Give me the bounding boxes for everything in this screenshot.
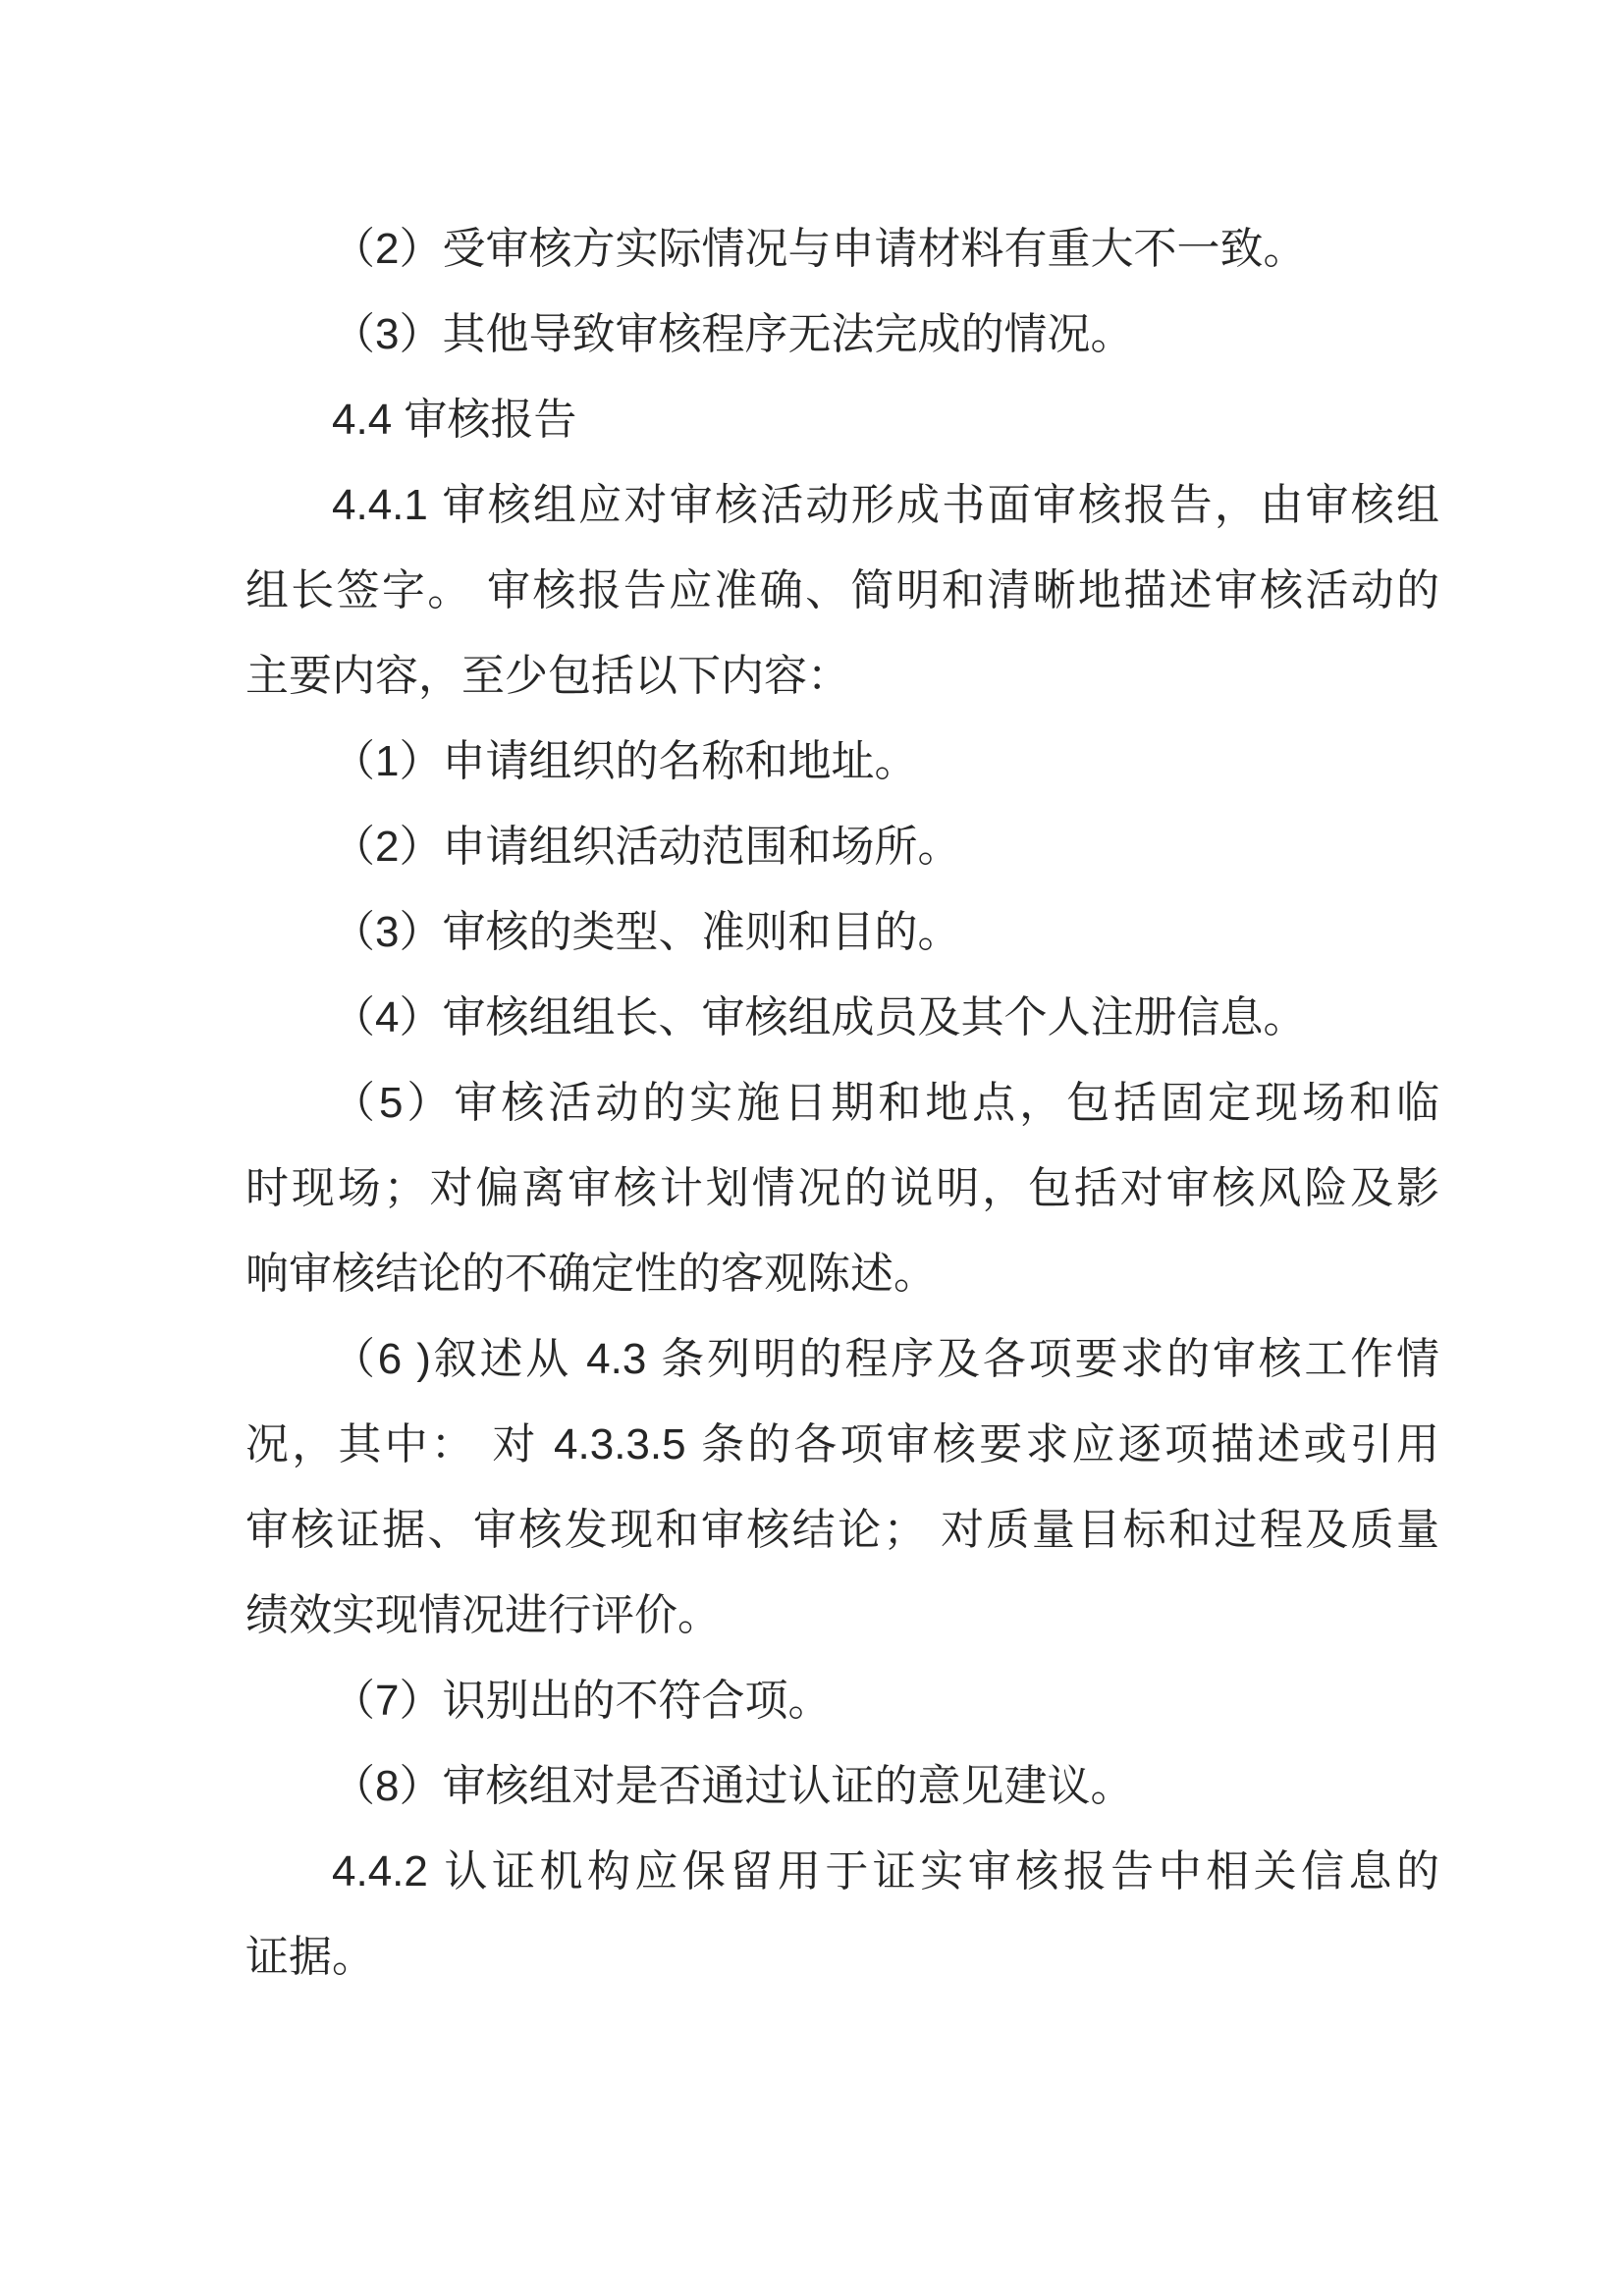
text-line: 绩效实现情况进行评价。 bbox=[245, 1591, 721, 1639]
text-line: 证据。 bbox=[245, 1933, 375, 1981]
text-line: 4.4.1 审核组应对审核活动形成书面审核报告，由审核组 bbox=[332, 481, 1439, 529]
text-line: （2）申请组织活动范围和场所。 bbox=[332, 823, 961, 871]
text-line: 4.4.2 认证机构应保留用于证实审核报告中相关信息的 bbox=[332, 1847, 1439, 1896]
text-line: 组长签字。 审核报告应准确、简明和清晰地描述审核活动的 bbox=[245, 566, 1439, 614]
text-line: （6 )叙述从 4.3 条列明的程序及各项要求的审核工作情 bbox=[332, 1335, 1439, 1383]
document-body bbox=[245, 206, 1439, 2000]
text-line: 4.4 审核报告 bbox=[332, 396, 577, 444]
text-line: （5）审核活动的实施日期和地点，包括固定现场和临 bbox=[332, 1079, 1439, 1127]
text-line: （2）受审核方实际情况与申请材料有重大不一致。 bbox=[332, 225, 1307, 273]
text-line: 响审核结论的不确定性的客观陈述。 bbox=[245, 1250, 937, 1298]
text-line: 况，其中： 对 4.3.3.5 条的各项审核要求应逐项描述或引用 bbox=[245, 1420, 1439, 1468]
text-line: （4）审核组组长、审核组成员及其个人注册信息。 bbox=[332, 993, 1307, 1041]
text-line: （7）识别出的不符合项。 bbox=[332, 1677, 832, 1725]
text-line: （1）申请组织的名称和地址。 bbox=[332, 737, 918, 785]
text-line: （3）审核的类型、准则和目的。 bbox=[332, 908, 961, 956]
text-line: （8）审核组对是否通过认证的意见建议。 bbox=[332, 1762, 1134, 1810]
text-line: 主要内容，至少包括以下内容： bbox=[245, 652, 850, 700]
text-line: 时现场；对偏离审核计划情况的说明，包括对审核风险及影 bbox=[245, 1164, 1439, 1212]
text-line: 审核证据、审核发现和审核结论； 对质量目标和过程及质量 bbox=[245, 1506, 1439, 1554]
text-line: （3）其他导致审核程序无法完成的情况。 bbox=[332, 310, 1134, 358]
